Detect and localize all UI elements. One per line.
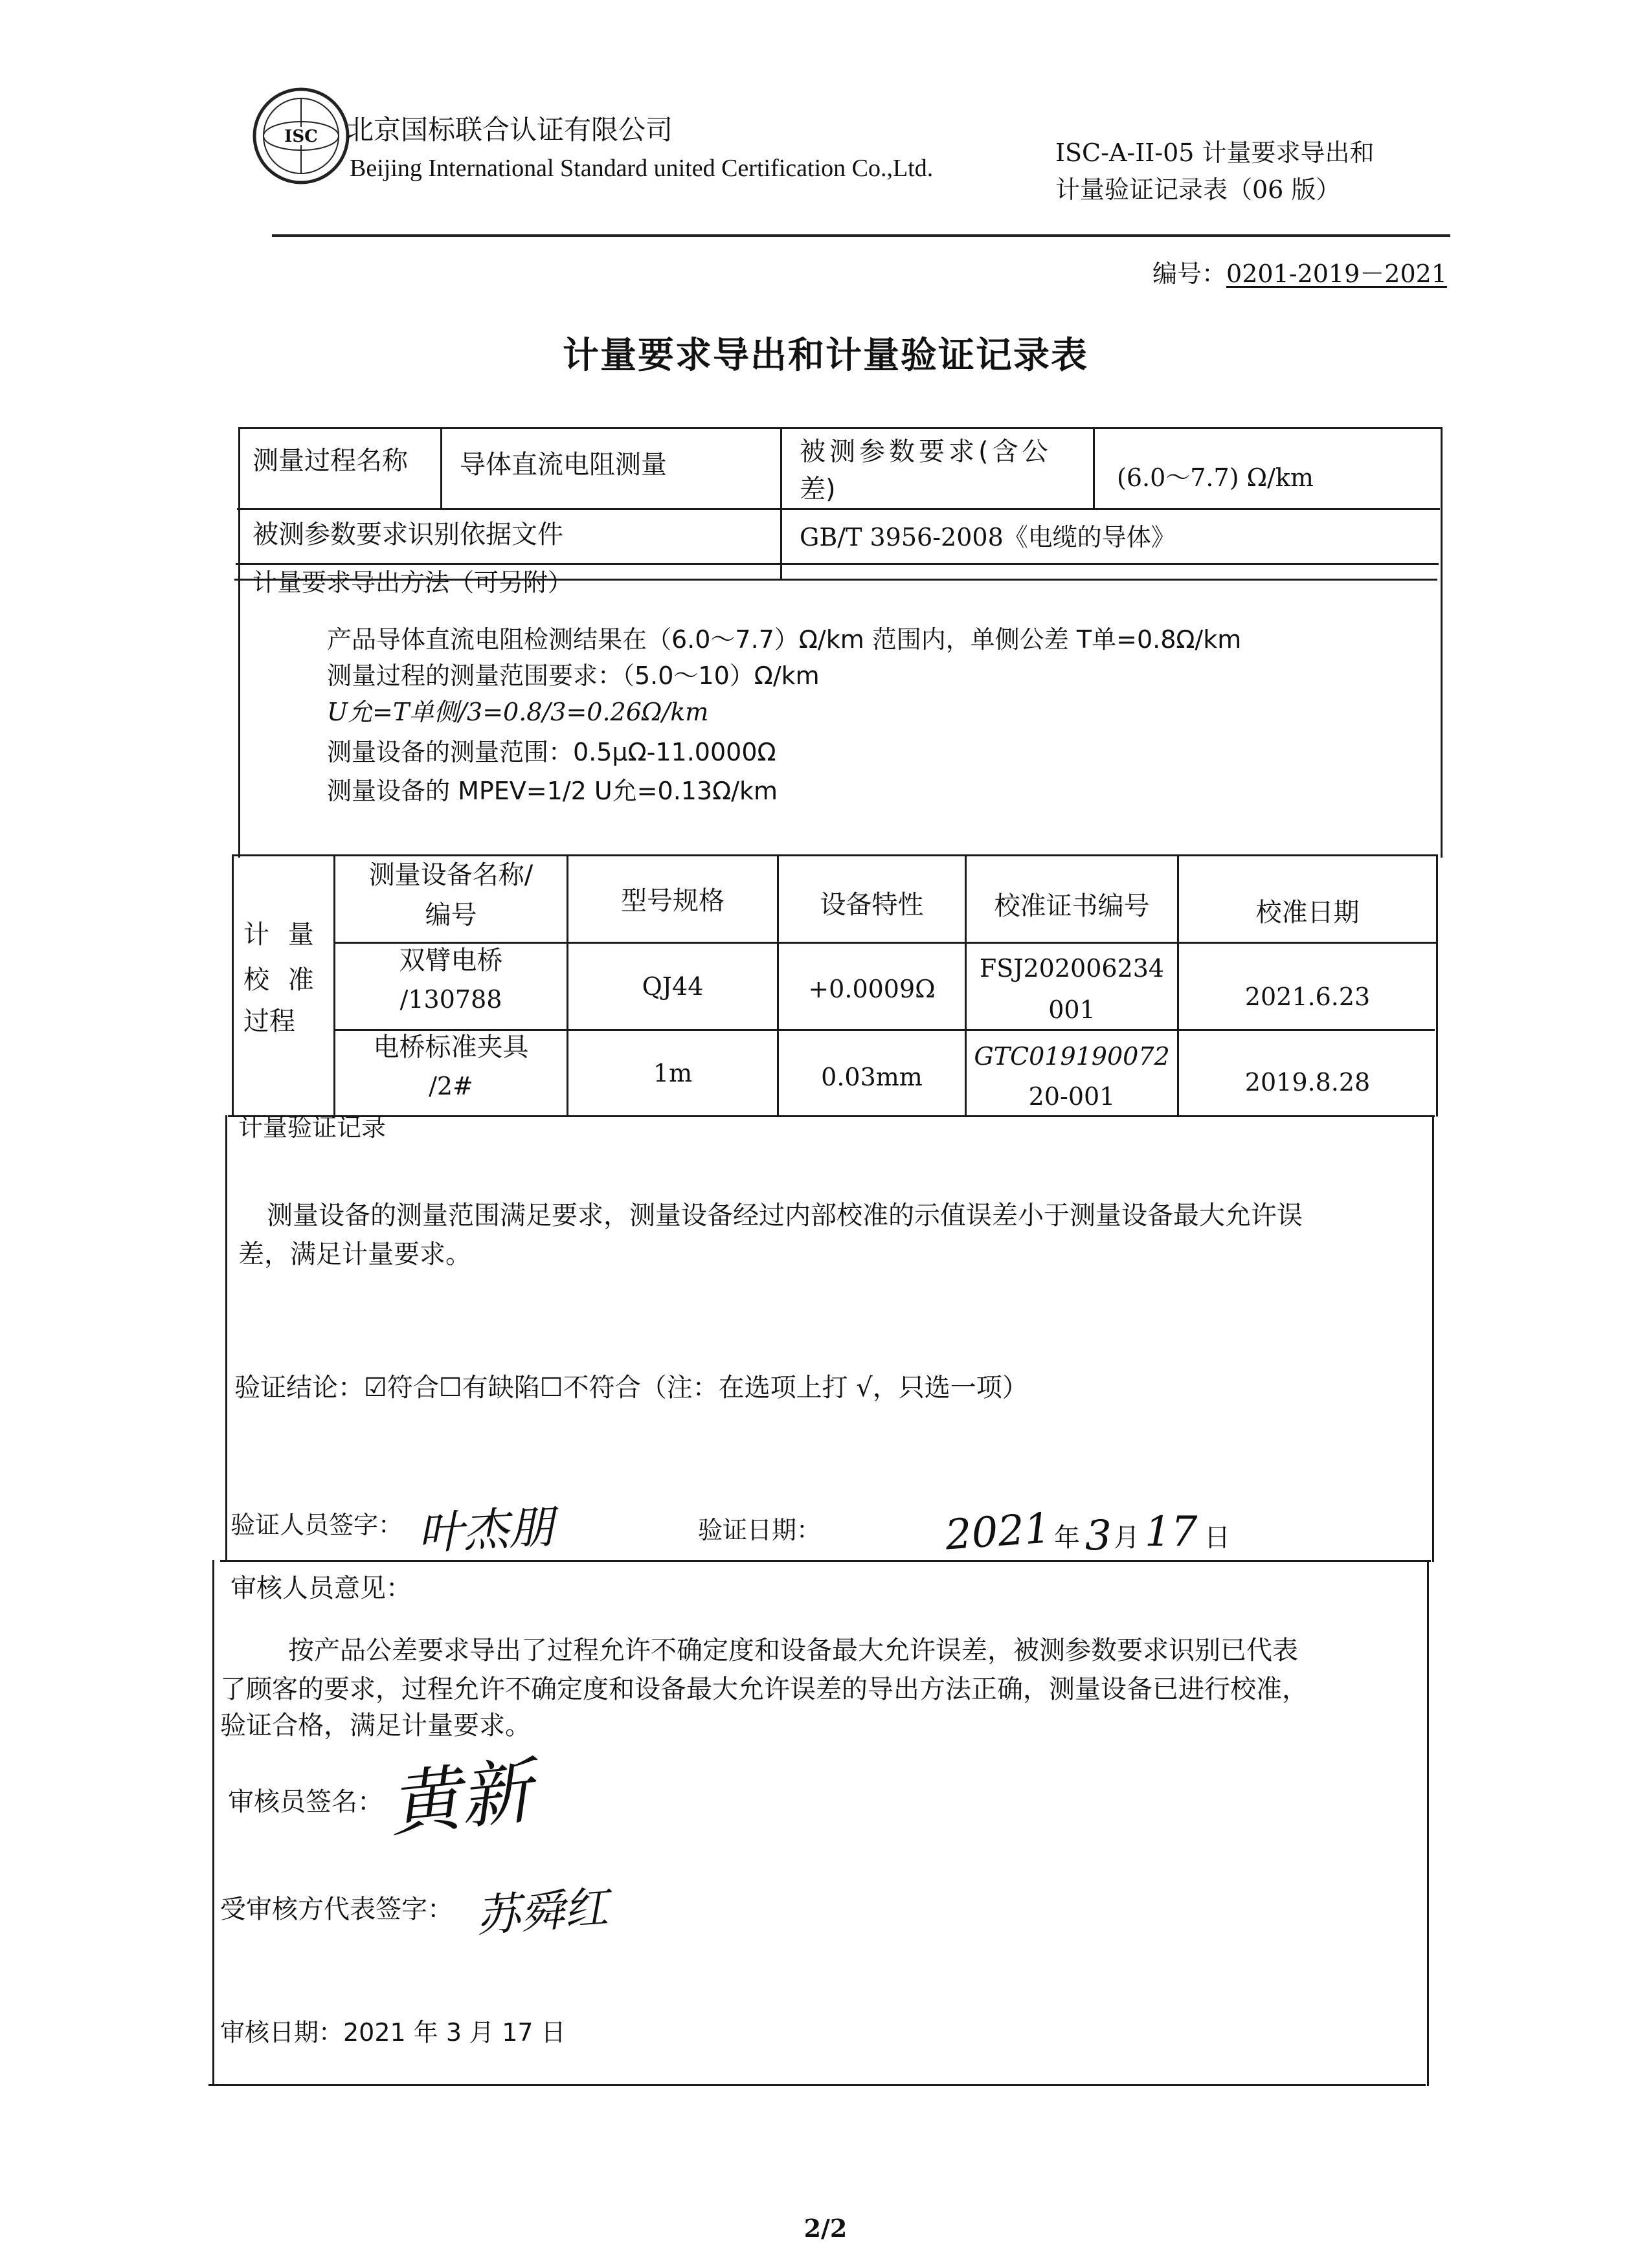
verification-date-year-unit: 年: [1054, 1523, 1080, 1553]
verification-date-month: 3: [1085, 1512, 1112, 1560]
column-header-feature: 设备特性: [820, 890, 924, 920]
column-header-cert: 校准证书编号: [994, 891, 1150, 921]
serial-value: 0201-2019－2021: [1226, 260, 1447, 288]
auditee-signature: 苏舜红: [474, 1882, 610, 1943]
page-title: 计量要求导出和计量验证记录表: [563, 335, 1088, 377]
process-name-label: 测量过程名称: [253, 446, 408, 476]
param-requirement-value: (6.0～7.7) Ω/km: [1117, 463, 1314, 492]
table-border-bottom: [208, 2084, 1426, 2086]
equipment-calibration-date: 2021.6.23: [1244, 983, 1371, 1011]
form-code-version: 计量验证记录表（06 版）: [1055, 175, 1341, 204]
verifier-signature-label: 验证人员签字：: [230, 1511, 403, 1539]
review-date: 审核日期：2021 年 3 月 17 日: [220, 2018, 566, 2047]
company-name-en: Beijing International Standard united Certification Co.,Ltd.: [350, 155, 934, 182]
calibration-process-label: 计 量: [243, 920, 319, 950]
equipment-cert-cont: 20-001: [1028, 1082, 1116, 1111]
review-text-cont: 验证合格，满足计量要求。: [220, 1711, 531, 1740]
derivation-line: 测量设备的 MPEV=1/2 U允=0.13Ω/km: [327, 777, 778, 805]
table-rule: [237, 508, 1440, 510]
verification-date-day: 17: [1145, 1508, 1198, 1556]
equipment-name: 电桥标准夹具: [373, 1032, 529, 1062]
serial-label: 编号：: [1152, 260, 1227, 288]
cell-divider: [440, 427, 442, 510]
verifier-signature: 叶杰朋: [416, 1500, 556, 1561]
company-name-cn: 北京国标联合认证有限公司: [346, 114, 673, 146]
auditee-signature-label: 受审核方代表签字：: [220, 1895, 453, 1924]
derivation-line: 测量过程的测量范围要求：（5.0～10）Ω/km: [327, 662, 820, 690]
table-rule: [236, 563, 1439, 565]
company-logo: [249, 84, 353, 188]
equipment-model: 1m: [653, 1059, 693, 1087]
reviewer-signature: 黄新: [385, 1749, 536, 1847]
table-border-left: [212, 1560, 214, 2086]
process-name-value: 导体直流电阻测量: [460, 450, 667, 480]
table-border-left: [232, 854, 234, 1117]
column-header-model: 型号规格: [621, 886, 724, 916]
equipment-number: /130788: [399, 985, 502, 1014]
form-code: ISC-A-II-05 计量要求导出和: [1055, 139, 1375, 167]
equipment-feature: +0.0009Ω: [808, 975, 936, 1003]
page-number: 2/2: [803, 2214, 848, 2243]
table-border-left: [238, 427, 240, 858]
table-border-right: [1436, 854, 1438, 1117]
param-requirement-label: 被测参数要求(含公: [800, 437, 1052, 467]
equipment-feature: 0.03mm: [821, 1063, 923, 1091]
verification-text: 测量设备的测量范围满足要求，测量设备经过内部校准的示值误差小于测量设备最大允许误: [267, 1201, 1303, 1230]
table-border-right: [1427, 1560, 1429, 2086]
column-header-name: 测量设备名称/: [368, 860, 533, 890]
table-border-top: [238, 427, 1441, 429]
basis-document-label: 被测参数要求识别依据文件: [253, 520, 563, 550]
verification-title: 计量验证记录: [238, 1113, 387, 1142]
param-requirement-label-cont: 差): [800, 474, 836, 504]
table-border-right: [1441, 427, 1443, 858]
verification-date-month-unit: 月: [1114, 1523, 1140, 1553]
table-border-left: [225, 1115, 227, 1562]
verification-conclusion: 验证结论：☑符合☐有缺陷☐不符合（注：在选项上打 √，只选一项）: [234, 1373, 1028, 1403]
basis-document-value: GB/T 3956-2008《电缆的导体》: [800, 523, 1176, 551]
verification-text-cont: 差，满足计量要求。: [238, 1240, 471, 1269]
logo-text: ISC: [284, 127, 318, 146]
verification-date-day-unit: 日: [1204, 1523, 1230, 1553]
equipment-cert-cont: 001: [1048, 995, 1095, 1024]
column-header-date: 校准日期: [1255, 898, 1360, 928]
calibration-process-label: 校 准: [243, 965, 319, 995]
cell-divider: [1093, 427, 1095, 510]
reviewer-signature-label: 审核员签名：: [228, 1787, 383, 1817]
equipment-model: QJ44: [642, 972, 704, 1001]
serial-number: [1152, 254, 1447, 289]
review-text: 按产品公差要求导出了过程允许不确定度和设备最大允许误差，被测参数要求识别已代表: [288, 1636, 1298, 1665]
equipment-name: 双臂电桥: [399, 946, 503, 975]
derivation-line: 测量设备的测量范围：0.5μΩ-11.0000Ω: [327, 738, 776, 766]
equipment-calibration-date: 2019.8.28: [1244, 1068, 1371, 1096]
table-rule: [232, 854, 1436, 856]
equipment-cert: GTC019190072: [974, 1042, 1170, 1071]
derivation-line: U允=T单侧/3=0.8/3=0.26Ω/km: [327, 698, 709, 726]
review-title: 审核人员意见：: [230, 1573, 412, 1603]
verification-date-year: 2021: [943, 1504, 1053, 1560]
table-rule: [220, 1560, 1431, 1562]
review-text-cont: 了顾客的要求，过程允许不确定度和设备最大允许误差的导出方法正确，测量设备已进行校准，: [220, 1674, 1308, 1704]
column-header-name-cont: 编号: [425, 900, 477, 930]
header-divider: [272, 234, 1450, 237]
table-border-right: [1432, 1115, 1434, 1562]
verification-date-label: 验证日期：: [698, 1516, 822, 1544]
calibration-process-label: 过程: [243, 1006, 295, 1036]
cell-divider: [780, 427, 782, 580]
table-rule: [228, 1115, 1435, 1117]
derivation-line: 产品导体直流电阻检测结果在（6.0～7.7）Ω/km 范围内，单侧公差 T单=0.8Ω/km: [327, 625, 1242, 654]
equipment-cert: FSJ202006234: [979, 954, 1165, 983]
derivation-title: 计量要求导出方法（可另附）: [253, 568, 573, 597]
equipment-number: /2#: [429, 1072, 473, 1100]
